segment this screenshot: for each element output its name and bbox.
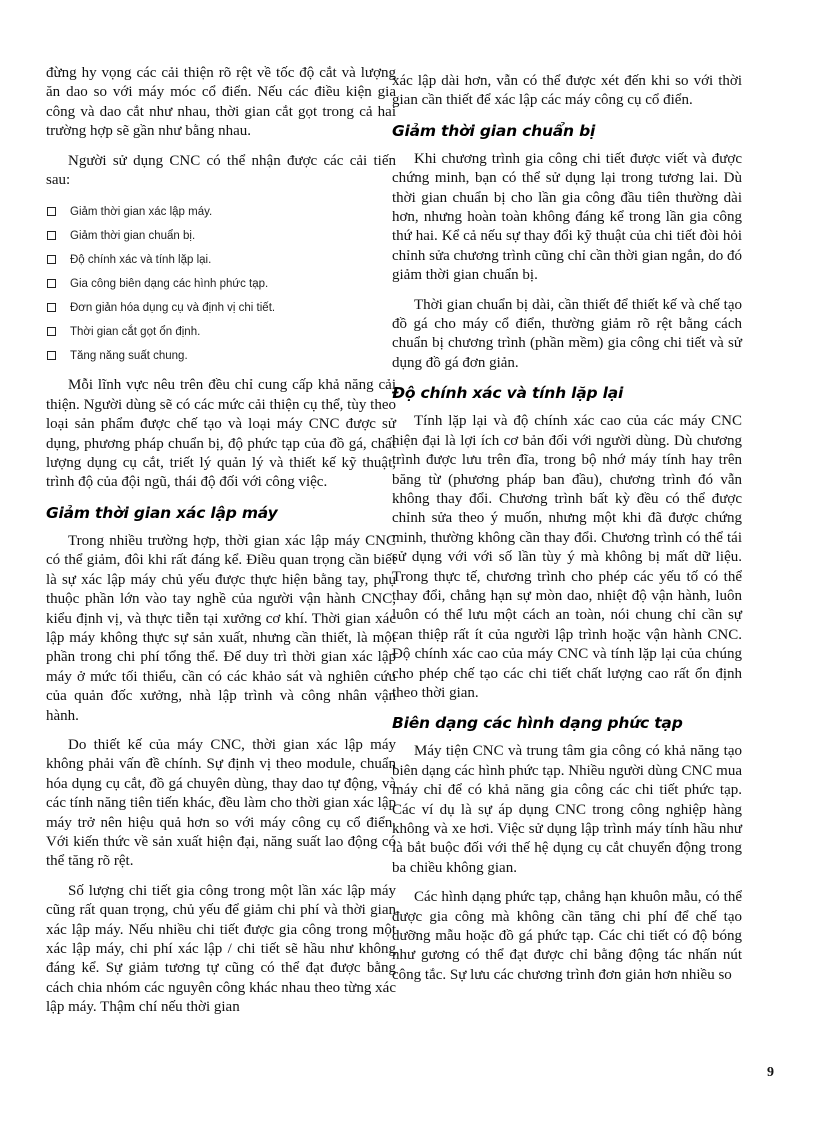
paragraph: Mỗi lĩnh vực nêu trên đều chỉ cung cấp khả năng cải thiện. Người dùng sẽ có các mức cải thiện cụ thể, tùy theo loại sản phẩm được chế tạo và loại máy CNC được sử dụng, phương pháp chuẩn bị, độ phức tạp của đồ gá, chất lượng dụng cụ cắt, triết lý quản lý và thiết kế kỹ thuật, trình độ của đội ngũ, thái độ đối với công việc. — [46, 377, 396, 491]
checkbox-bullet-icon — [47, 351, 56, 360]
page-number: 9 — [767, 1065, 774, 1080]
paragraph: Người sử dụng CNC có thể nhận được các cải tiến sau: — [46, 152, 396, 189]
section-heading-prep: Giảm thời gian chuẩn bị — [392, 121, 596, 140]
checkbox-bullet-icon — [47, 303, 56, 312]
paragraph: xác lập dài hơn, vẫn có thể được xét đến khi so với thời gian cần thiết để xác lập các máy công cụ cổ điển. — [392, 73, 742, 109]
left-column — [46, 64, 396, 1028]
checkbox-bullet-icon — [47, 231, 56, 240]
list-item — [46, 320, 396, 344]
list-item-text: Tăng năng suất chung. — [70, 350, 188, 363]
paragraph: đừng hy vọng các cải thiện rõ rệt về tốc độ cắt và lượng ăn dao so với máy móc cổ điển. Nếu các điều kiện gia công và dao cắt như nhau, thời gian cắt gọt trong cả hai trường hợp sẽ gần như bằng nhau. — [46, 65, 396, 140]
list-item — [46, 296, 396, 320]
paragraph: Các hình dạng phức tạp, chẳng hạn khuôn mẫu, có thể được gia công mà không cần tăng chi phí để chế tạo dưỡng mẫu hoặc đồ gá phức tạp. Các chi tiết có độ bóng như gương có thể đạt được chỉ bằng động tác nhấn nút công tắc. Sự lưu các chương trình đơn giản hơn nhiều so — [392, 889, 742, 983]
checkbox-bullet-icon — [47, 255, 56, 264]
list-item — [46, 200, 396, 224]
list-item-text: Gia công biên dạng các hình phức tạp. — [70, 278, 269, 291]
checkbox-bullet-icon — [47, 279, 56, 288]
list-item-text: Giảm thời gian chuẩn bị. — [70, 230, 196, 243]
list-item-text: Độ chính xác và tính lặp lại. — [70, 254, 212, 267]
right-column — [392, 72, 742, 995]
section-heading-contour: Biên dạng các hình dạng phức tạp — [392, 714, 683, 733]
section-heading-setup: Giảm thời gian xác lập máy — [46, 503, 278, 522]
list-item-text: Giảm thời gian xác lập máy. — [70, 206, 213, 219]
list-item-text: Thời gian cắt gọt ổn định. — [70, 326, 201, 339]
paragraph: Thời gian chuẩn bị dài, cần thiết để thiết kế và chế tạo đồ gá cho máy cổ điển, thường giảm rõ rệt bằng cách chuẩn bị chương trình (phần mềm) gia công chi tiết và sử dụng đồ gá đơn giản. — [392, 296, 742, 371]
checkbox-bullet-icon — [47, 207, 56, 216]
list-item — [46, 248, 396, 272]
paragraph: Tính lặp lại và độ chính xác cao của các máy CNC hiện đại là lợi ích cơ bản đối với người dùng. Dù chương trình được lưu trên đĩa, trong bộ nhớ máy tính hay trên băng từ (phương pháp ban đầu), chương trình đó vẫn không thay đổi. Chương trình bất kỳ đều có thể được chỉnh sửa theo ý muốn, nhưng một khi đã được chứng minh, thường không cần thay đổi. Chương trình có thể tái sử dụng với với số lần tùy ý mà không bị mất dữ liệu. Trong thực tế, chương trình cho phép các yếu tố có thể thay đổi, chẳng hạn sự mòn dao, nhiệt độ vận hành, luôn luôn có thể lưu một cách an toàn, nói chung chỉ cần sự can thiệp rất ít của người lập trình hoặc vận hành CNC. Độ chính xác cao của máy CNC và tính lặp lại của chúng cho phép chế tạo các chi tiết chất lượng cao rất ổn định theo thời gian. — [392, 413, 742, 701]
paragraph: Khi chương trình gia công chi tiết được viết và được chứng minh, bạn có thể sử dụng lại trong tương lai. Dù thời gian chuẩn bị cho lần gia công đầu tiên thường dài hơn, nhưng hoàn toàn không đáng kể trong lần gia công thứ hai. Kể cả nếu sự thay đổi kỹ thuật của chi tiết đòi hỏi chỉnh sửa chương trình cũng chỉ cần thời gian ngắn, do đó giảm thời gian chuẩn bị. — [392, 150, 742, 284]
paragraph: Máy tiện CNC và trung tâm gia công có khả năng tạo biên dạng các hình phức tạp. Nhiều người dùng CNC mua máy chỉ để có khả năng gia công các chi tiết phức tạp. Các ví dụ là sự áp dụng CNC trong công nghiệp hàng không và xe hơi. Việc sử dụng lập trình máy tính hầu như là bắt buộc đối với thế hệ dụng cụ cắt chuyển động trong ba chiều không gian. — [392, 743, 742, 876]
paragraph: Trong nhiều trường hợp, thời gian xác lập máy CNC có thể giảm, đôi khi rất đáng kể. Điều quan trọng cần biết là sự xác lập máy chủ yếu được thực hiện bằng tay, phụ thuộc phần lớn vào tay nghề của người vận hành CNC, kiểu định vị, và thực tiễn tại xưởng cơ khí. Thời gian xác lập máy không thực sự sản xuất, nhưng cần thiết, là một phần trong chi phí tổng thể. Để duy trì thời gian xác lập máy ở mức tối thiểu, cần có các khảo sát và nghiên cứu của quản đốc xưởng, nhà lập trình và công nhân vận hành. — [46, 532, 396, 724]
paragraph: Số lượng chi tiết gia công trong một lần xác lập máy cũng rất quan trọng, chủ yếu để giảm chi phí và thời gian xác lập máy. Nếu nhiều chi tiết được gia công trong một xác lập máy, chi phí xác lập / chi tiết sẽ hầu như không đáng kể. Sự giảm tương tự cũng có thể đạt được bằng cách chia nhóm các nguyên công khác nhau theo từng xác lập máy. Thậm chí nếu thời gian — [46, 882, 396, 1016]
list-item — [46, 224, 396, 248]
list-item — [46, 344, 396, 368]
list-item-text: Đơn giản hóa dụng cụ và định vị chi tiết. — [70, 302, 276, 315]
section-heading-accuracy: Độ chính xác và tính lặp lại — [392, 384, 624, 403]
list-item — [46, 272, 396, 296]
checkbox-bullet-icon — [47, 327, 56, 336]
paragraph: Do thiết kế của máy CNC, thời gian xác lập máy không phải vấn đề chính. Sự định vị theo module, chuẩn hóa dụng cụ cắt, đồ gá chuyên dùng, thay dao tự động, và các tính năng tiên tiến khác, đều làm cho thời gian xác lập máy trở nên hiệu quả hơn so với máy công cụ cổ điển. Với kiến thức về sản xuất hiện đại, năng suất lao động có thể tăng rõ rệt. — [46, 736, 396, 870]
improvement-list — [46, 200, 396, 368]
